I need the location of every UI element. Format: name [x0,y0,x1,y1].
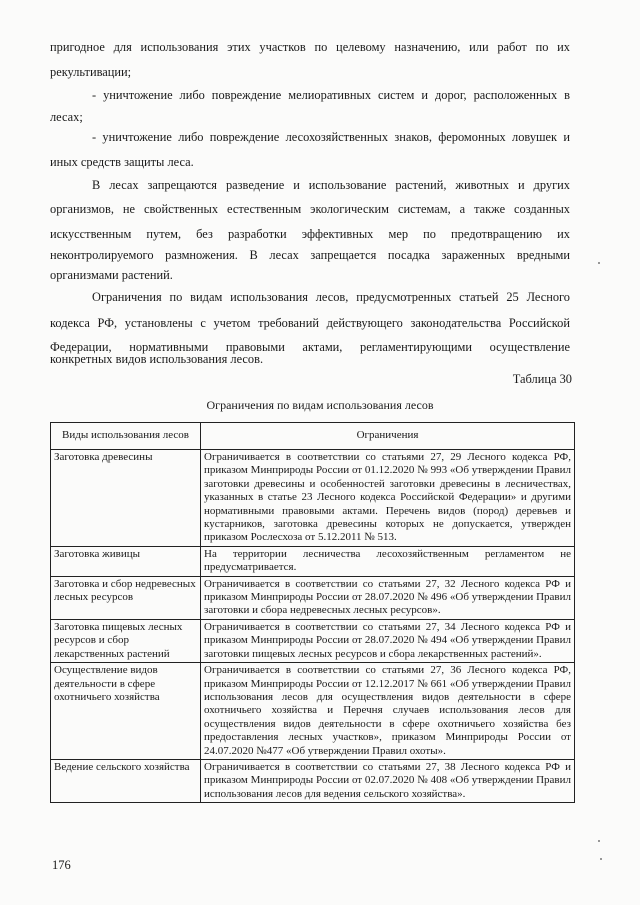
text-line: иных средств защиты леса. [50,155,194,169]
table-title: Ограничения по видам использования лесов [206,398,434,412]
restriction-cell: Ограничивается в соответствии со статьями 27, 36 Лесного кодекса РФ, приказом Минприроды России от 12.12.2017 № 661 «Об утверждении Правил использования лесов для осуществления видов деятельности в сфере охотничьего хозяйства и Перечня случаев использования лесов для осуществления видов деятельности в сфере охотничьего хозяйства без предоставления лесных участков», приказом Минприроды России от 24.07.2020 №477 «Об утверждении Правил охоты». [201,663,575,760]
text-line: искусственным путем, без разработки эффективных мер по предотвращению их [50,227,570,241]
text-line: рекультивации; [50,65,132,79]
text-line: пригодное для использования этих участков по целевому назначению, или работ по их [50,40,570,54]
column-header: Ограничения [201,423,575,450]
column-header: Виды использования лесов [51,423,201,450]
text-line: В лесах запрещаются разведение и использование растений, животных и других [92,178,570,192]
restriction-cell: На территории лесничества лесохозяйственным регламентом не предусматривается. [201,546,575,576]
table-row [51,450,575,547]
restrictions-table [50,422,575,803]
table-row [51,619,575,662]
restriction-cell: Ограничивается в соответствии со статьями 27, 34 Лесного кодекса РФ и приказом Минприроды России от 28.07.2020 № 494 «Об утверждении Правил заготовки пищевых лесных ресурсов и сбора лекарственных растений». [201,619,575,662]
usage-type-cell: Осуществление видов деятельности в сфере охотничьего хозяйства [51,663,201,760]
text-line: лесах; [50,110,83,124]
text-line: - уничтожение либо повреждение лесохозяйственных знаков, феромонных ловушек и [92,130,570,144]
table-row [51,546,575,576]
text-line: кодекса РФ, установлены с учетом требований действующего законодательства Российской [50,316,570,330]
usage-type-cell: Ведение сельского хозяйства [51,759,201,802]
table-header-row [51,423,575,450]
text-line: неконтролируемого размножения. В лесах запрещается посадка зараженных вредными [50,248,570,262]
usage-type-cell: Заготовка живицы [51,546,201,576]
text-line: - уничтожение либо повреждение мелиоративных систем и дорог, расположенных в [92,88,570,102]
restriction-cell: Ограничивается в соответствии со статьями 27, 29 Лесного кодекса РФ, приказом Минприроды России от 01.12.2020 № 993 «Об утверждении Правил заготовки древесины и особенностей заготовки древесины в лесничествах, указанных в статье 23 Лесного кодекса Российской Федерации» и другими нормативными правовыми актами. Перечень видов (пород) деревьев и кустарников, заготовка древесины которых не допускается, утвержден приказом Рослесхоза от 5.12.2011 № 513. [201,450,575,547]
usage-type-cell: Заготовка пищевых лесных ресурсов и сбор лекарственных растений [51,619,201,662]
text-line: Федерации, нормативными правовыми актами, регламентирующими осуществление [50,340,570,354]
scan-speck [598,840,600,842]
table-number: Таблица 30 [512,372,572,386]
scan-speck [600,858,602,860]
table-row [51,663,575,760]
restriction-cell: Ограничивается в соответствии со статьями 27, 38 Лесного кодекса РФ и приказом Минприроды России от 02.07.2020 № 408 «Об утверждении Правил использования лесов для ведения сельского хозяйства». [201,759,575,802]
page-number: 176 [52,858,71,872]
text-line: конкретных видов использования лесов. [50,352,264,366]
restriction-cell: Ограничивается в соответствии со статьями 27, 32 Лесного кодекса РФ и приказом Минприроды России от 28.07.2020 № 496 «Об утверждении Правил заготовки и сбора недревесных лесных ресурсов». [201,576,575,619]
table-row [51,576,575,619]
usage-type-cell: Заготовка и сбор недревесных лесных ресурсов [51,576,201,619]
text-line: организмов, не свойственных естественным экологическим системам, а также созданных [50,202,570,216]
table-row [51,759,575,802]
text-line: организмами растений. [50,268,173,282]
text-line: Ограничения по видам использования лесов, предусмотренных статьей 25 Лесного [92,290,570,304]
usage-type-cell: Заготовка древесины [51,450,201,547]
scan-speck [598,262,600,264]
